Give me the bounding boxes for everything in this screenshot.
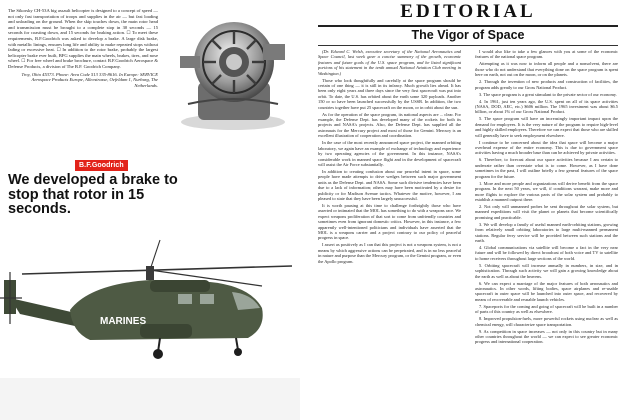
intro-paragraph: (Dr. Edward C. Welsh, executive secretary of the National Aeronautics and Space Council, last week gave a concise summary of the growth, economic features and future goals of the U.S. space program, and he listed significant portions of his statement in the tenth annual National Aviation Club meeting in Washington.)	[318, 49, 461, 76]
paragraph: Those who look thoughtfully and carefully at the space program should be certain of one thing — it is still in its infancy. Much growth lies ahead. It has been only eight years and three days since the very first spacecraft was put into orbit. To date, the U.S. has orbited about the earth some 320 payloads. Another 150 or so have been launched successfully by the USSR. In addition, the two countries together have put 25 spacecraft on the moon, or in orbit about the sun.	[318, 77, 461, 110]
title-rule	[318, 45, 618, 46]
paragraph: 4. In 1961, just ten years ago, the U.S. spent on all of its space activities (NASA, DOD, AEC, etc.) $606 million. The 1965 investment was about $6.5 billion, or about 1% of our Gross National Product.	[475, 98, 618, 115]
paragraph: In the case of the most recently announced space project, the manned orbiting laboratory, we again have an example of exchange of technology and experience by two operating agencies of the government. In this instance, NASA's considerable work in manned space flight and in the development of spacecraft will assist the Air Force substantially.	[318, 140, 461, 167]
paragraph: 5. The space program will have an increasingly important impact upon the demand for employees. It is the very nature of the program to require high-level and highly skilled employees. Therefore we can expect that those who are skilled will generally have to seek employment elsewhere.	[475, 116, 618, 138]
paragraph: Attempting as it was now to inform all people and a nonsolvent, there are those who do not understand that everything done on the space program is spent here on earth, not out on the moon, or on the planets.	[475, 61, 618, 78]
ad-contact-info: Troy, Ohio 45373. Phone: Area Code 513 335-8616. In Europe: SERVICE Aerospace Products Europe, Alleestrasse, Oefeldam 1, Nurburg, The Netherlands.	[21, 71, 158, 88]
paragraph: 9. As competition in space increases — not only in this country but in many other countries throughout the world — we can expect to see greater economic progress and international cooperation.	[475, 328, 618, 345]
bfgoodrich-logo: B.F.Goodrich	[75, 160, 128, 171]
editorial-title: The Vigor of Space	[411, 28, 525, 42]
paragraph: 2. Not only will unmanned probes be sent throughout the solar system, but manned expeditions will visit the planet or planets that become scientifically promising and practicable.	[475, 203, 618, 220]
paragraph: 6. Therefore, to forecast about our space activities because I am certain to underrate rather than overstate what is to come. However, as I have done sometimes in the past, I will outline briefly a few general features of the space program for the future.	[475, 157, 618, 179]
paragraph: 8. Improved propulsion-fuels, more powerful rockets using nuclear as well as chemical energy, will characterize space transportation.	[475, 316, 618, 327]
rotor-hub-photo	[168, 4, 298, 134]
paragraph: 7. Spaceports for the coming and going of spacecraft will be built in a number of parts of this country as well as elsewhere.	[475, 303, 618, 315]
paragraph: I would also like to take a few glances with you at some of the economic features of the national space program.	[475, 49, 618, 60]
advertisement	[0, 0, 300, 420]
paragraph: 2. Through the invention of new products and construction of facilities, the program adds greatly to our Gross National Product.	[475, 79, 618, 90]
paragraph: As for the operation of the space program, its national aspects are ... clear. For example, the Defense Dept. has developed many of the rockets for both its projects and NASA's projects. Also, the Defense Dept. has supplied all the astronauts for the Mercury project and most of those for Gemini. Mercury is an excellent illustration of cooperation and coordination.	[318, 111, 461, 139]
paragraph: I assert as positively as I can that this project is not a weapons system, is not a means by which aggressive actions can be perpetrated, and is in no less peaceful in nature and purpose than the Mercury program, or the Gemini program, or even the Apollo program.	[318, 242, 461, 264]
editorial-column-left	[318, 49, 461, 417]
heading-rule	[318, 25, 618, 27]
editorial-section	[318, 0, 618, 420]
paragraph: It is worth pausing at this time to challenge forthrightly those who have asserted or intimated that the MOL has something to do with a weapons race. We expect weapons proliferation of that sort to come from unfriendly countries and sometimes even from ignorant domestic critics. However, in this instance, a few apparently well-intentioned politicians and individuals have asserted that the MOL is a weapons carrier and a project contrary to our policy of peaceful progress in space.	[318, 202, 461, 241]
paragraph: 3. The space program is a great stimulant to the private sector of our economy.	[479, 91, 617, 97]
editorial-column-right	[475, 49, 618, 417]
paragraph: In addition to creating confusion about our peaceful intent in space, some people have made attempts to drive wedges between such major government units as the Defense Dept. and NASA. Some such divisive tendencies have been due to a lack of information; others may have been motivated by a desire for publicity or for Madison Avenue tactics. Whatever the motive, however, I am pleased to state that they have been largely unsuccessful.	[318, 168, 461, 201]
helicopter-photo	[0, 228, 300, 420]
paragraph: 1. More and more people and organizations will derive benefit from the space program. In the next 50 years, we will, if conditions warrant, make more and more flights to explore the various parts of the solar system and probably to establish a manned outpost there.	[475, 180, 618, 202]
ad-headline: We developed a brake to stop that rotor in 15 seconds.	[8, 172, 178, 217]
paragraph: I continue to be concerned about the idea that space will become a major overhead expense of the entire economy. This is due to government space activities having a much broader base than can be achieved by private activities.	[475, 139, 618, 156]
paragraph: 4. Global communications via satellite will become a fact in the very near future and will be followed by direct broadcast of both voice and TV to satellite to home receivers throughout large sections of the world.	[475, 244, 618, 261]
paragraph: 6. We can expect a marriage of the major features of both aeronautics and astronautics. In other words, lifting bodies, space airplanes and re-usable spacecraft in outer space will be launched into outer space, and recovered by means of recoverable and reusable launch vehicles.	[475, 280, 618, 302]
paragraph: 5. Orbiting spacecraft will increase annually in numbers, in size, and in sophistication. Through such activity we will gain a growing knowledge about the earth as well as about the heavens.	[475, 262, 618, 279]
ad-body-copy	[8, 8, 158, 90]
ad-paragraph: The Sikorsky CH-53A big assault helicopter is designed to a concept of speed — not only fast transportation of troops and supplies in the air — but fast loading and unloading on the ground. When the skip touches down, the main rotor head and transmission must be brought to a complete stop in 30 seconds — 15 seconds for coasting down, and 15 seconds for braking action. ☐ To meet these requirements, B.F.Goodrich was asked to develop a brake. A large disk brake, with metallic linings, ensures long life and ability to make repeated stops without fading or excessive heat. ☐ In addition to the rotor brake, probably the largest helicopter brake ever built, BFG supplies the main wheels, brakes, tires, and nose wheel. ☐ For free wheel and brake brochure, contact B.F.Goodrich Aerospace & Defense Products, a division of The B.F. Goodrich Company.	[8, 8, 158, 69]
helicopter-marking: MARINES	[100, 316, 147, 327]
editorial-heading: EDITORIAL	[400, 1, 536, 22]
paragraph: 3. We will develop a family of useful manned earth-orbiting stations, growing from relatively small orbiting laboratories to large multi-manned permanent stations. Regular ferry service will be provided between such stations and the earth.	[475, 221, 618, 243]
